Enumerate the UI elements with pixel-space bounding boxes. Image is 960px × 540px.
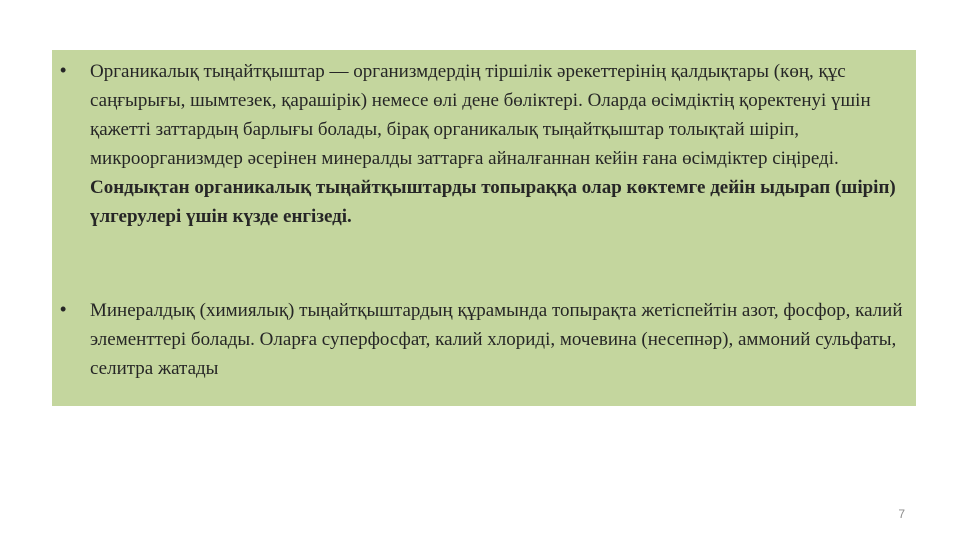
bullet-marker-1: •: [60, 60, 67, 80]
paragraph-organic-fertilizers: [90, 57, 906, 231]
paragraph-mineral-fertilizers: [90, 296, 906, 383]
bullet-marker-2: •: [60, 299, 67, 319]
paragraph-organic-bold-text: Сондықтан органикалық тыңайтқыштарды топыраққа олар көктемге дейін ыдырап (шіріп) үлгерулері үшін күзде енгізеді.: [90, 177, 896, 227]
content-box: [52, 50, 916, 406]
paragraph-mineral-text: Минералдық (химиялық) тыңайтқыштардың құрамында топырақта жетіспейтін азот, фосфор, калий элементтері болады. Оларға суперфосфат, калий хлориді, мочевина (несепнәр), аммоний сульфаты, селитра жатады: [90, 300, 903, 379]
paragraph-organic-text: Органикалық тыңайтқыштар — организмдердің тіршілік әрекеттерінің қалдықтары (көң, құс саңғырығы, шымтезек, қарашірік) немесе өлі дене бөліктері. Оларда өсімдіктің қоректенуі үшін қажетті заттардың барлығы болады, бірақ органикалық тыңайтқыштар толықтай шіріп, микроорганизмдер әсерінен минералды заттарға айналғаннан кейін ғана өсімдіктер сіңіреді.: [90, 61, 871, 169]
slide-number: 7: [898, 507, 905, 521]
